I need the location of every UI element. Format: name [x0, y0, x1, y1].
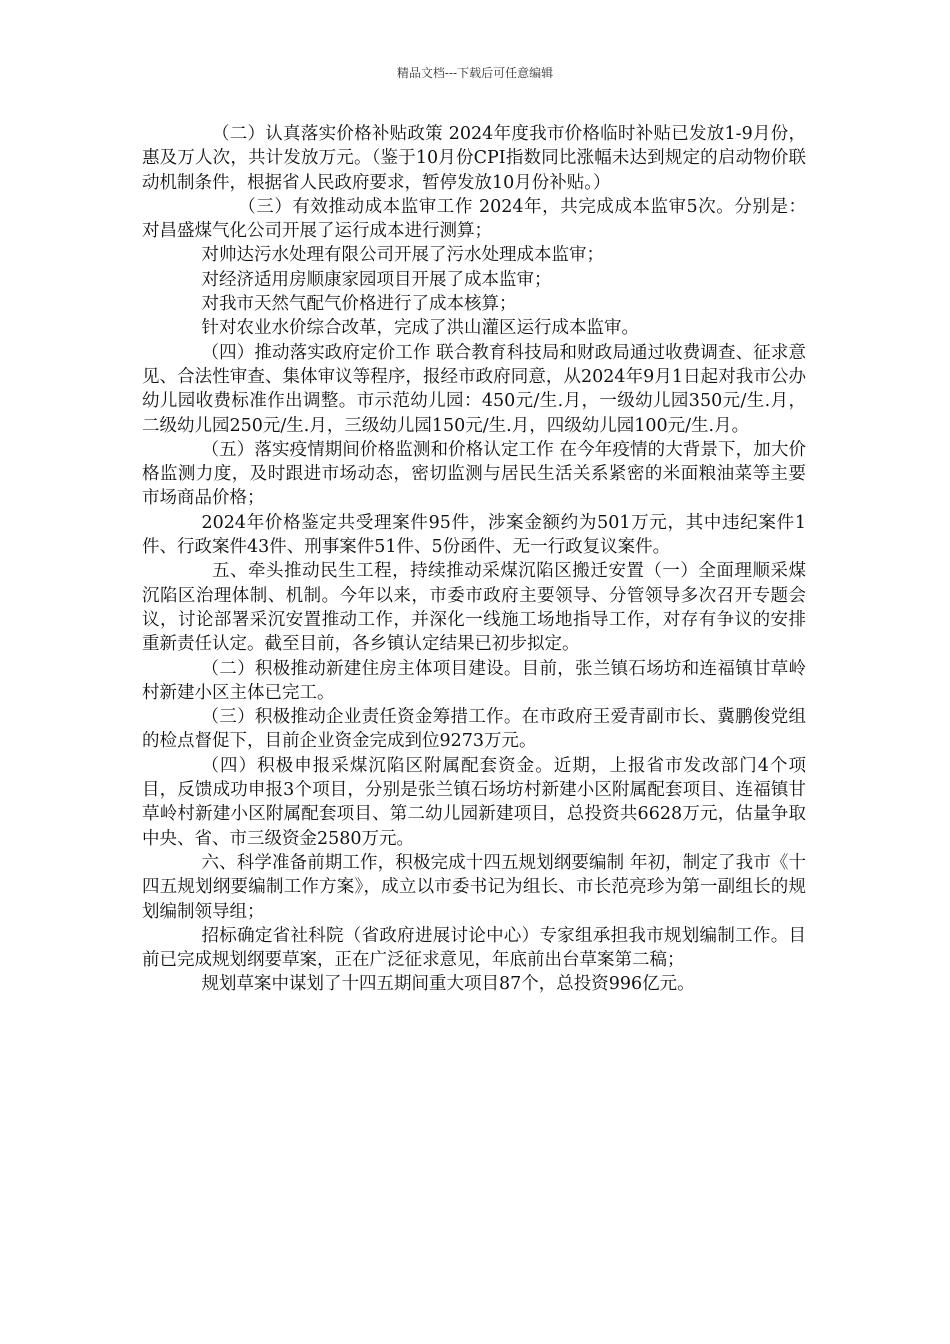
paragraph-gas-audit: 对我市天然气配气价格进行了成本核算；: [201, 294, 517, 315]
paragraph-major-projects: 规划草案中谋划了十四五期间重大项目87个，总投资996亿元。: [201, 974, 695, 995]
paragraph-cost-audit: （三）有效推动成本监审工作 2024年，共完成成本监审5次。分别是：对昌盛煤气化公司开展了运行成本进行测算；: [142, 196, 806, 242]
paragraph-water-audit: 针对农业水价综合改革，完成了洪山灌区运行成本监审。: [201, 318, 639, 339]
paragraph-price-subsidy: （二）认真落实价格补贴政策 2024年度我市价格临时补贴已发放1-9月份，惠及万人次，共计发放万元。（鉴于10月份CPI指数同比涨幅未达到规定的启动物价联动机制条件，根据省人民政府要求，暂停发放10月份补贴。）: [142, 124, 806, 193]
paragraph-supporting-funds: （四）积极申报采煤沉陷区附属配套资金。近期，上报省市发改部门4个项目，反馈成功申报3个项目，分别是张兰镇石场坊村新建小区附属配套项目、连福镇甘草岭村新建小区附属配套项目、第二幼儿园新建项目，总投资共6628万元，估量争取中央、省、市三级资金2580万元。: [142, 755, 806, 849]
paragraph-price-appraisal: 2024年价格鉴定共受理案件95件，涉案金额约为501万元，其中违纪案件1件、行政案件43件、刑事案件51件、5份函件、无一行政复议案件。: [142, 512, 806, 558]
document-body: [142, 122, 806, 997]
paragraph-plan-preparation: 六、科学准备前期工作，积极完成十四五规划纲要编制 年初，制定了我市《十四五规划纲要编制工作方案》，成立以市委书记为组长、市长范亮珍为第一副组长的规划编制领导组；: [142, 852, 806, 922]
paragraph-housing-construction: （二）积极推动新建住房主体项目建设。目前，张兰镇石场坊和连福镇甘草岭村新建小区主体已完工。: [142, 658, 806, 703]
paragraph-subsidence-system: 五、牵头推动民生工程，持续推动采煤沉陷区搬迁安置（一）全面理顺采煤沉陷区治理体制、机制。今年以来，市委市政府主要领导、分管领导多次召开专题会议，讨论部署采沉安置推动工作，并深化一线施工场地指导工作，对存有争议的安排重新责任认定。截至目前，各乡镇认定结果已初步拟定。: [142, 561, 806, 655]
paragraph-housing-audit: 对经济适用房顺康家园项目开展了成本监审；: [201, 269, 552, 290]
paragraph-fund-raising: （三）积极推动企业责任资金筹措工作。在市政府王爱青副市长、冀鹏俊党组的检点督促下，目前企业资金完成到位9273万元。: [142, 707, 806, 752]
paragraph-sewage-audit: 对帅达污水处理有限公司开展了污水处理成本监审；: [201, 245, 604, 266]
paragraph-plan-drafting: 招标确定省社科院（省政府进展讨论中心）专家组承担我市规划编制工作。目前已完成规划纲要草案，正在广泛征求意见，年底前出台草案第二稿；: [142, 925, 806, 971]
page-header: 精品文档---下载后可任意编辑: [396, 66, 554, 80]
paragraph-price-monitoring: （五）落实疫情期间价格监测和价格认定工作 在今年疫情的大背景下，加大价格监测力度，及时跟进市场动态，密切监测与居民生活关系紧密的米面粮油菜等主要市场商品价格；: [142, 439, 806, 509]
paragraph-kindergarten-fees: （四）推动落实政府定价工作 联合教育科技局和财政局通过收费调查、征求意见、合法性审查、集体审议等程序，报经市政府同意，从2024年9月1日起对我市公办幼儿园收费标准作出调整。市示范幼儿园：450元/生.月，一级幼儿园350元/生.月，二级幼儿园250元/生.月，三级幼儿园150元/生.月，四级幼儿园100元/生.月。: [142, 342, 806, 436]
